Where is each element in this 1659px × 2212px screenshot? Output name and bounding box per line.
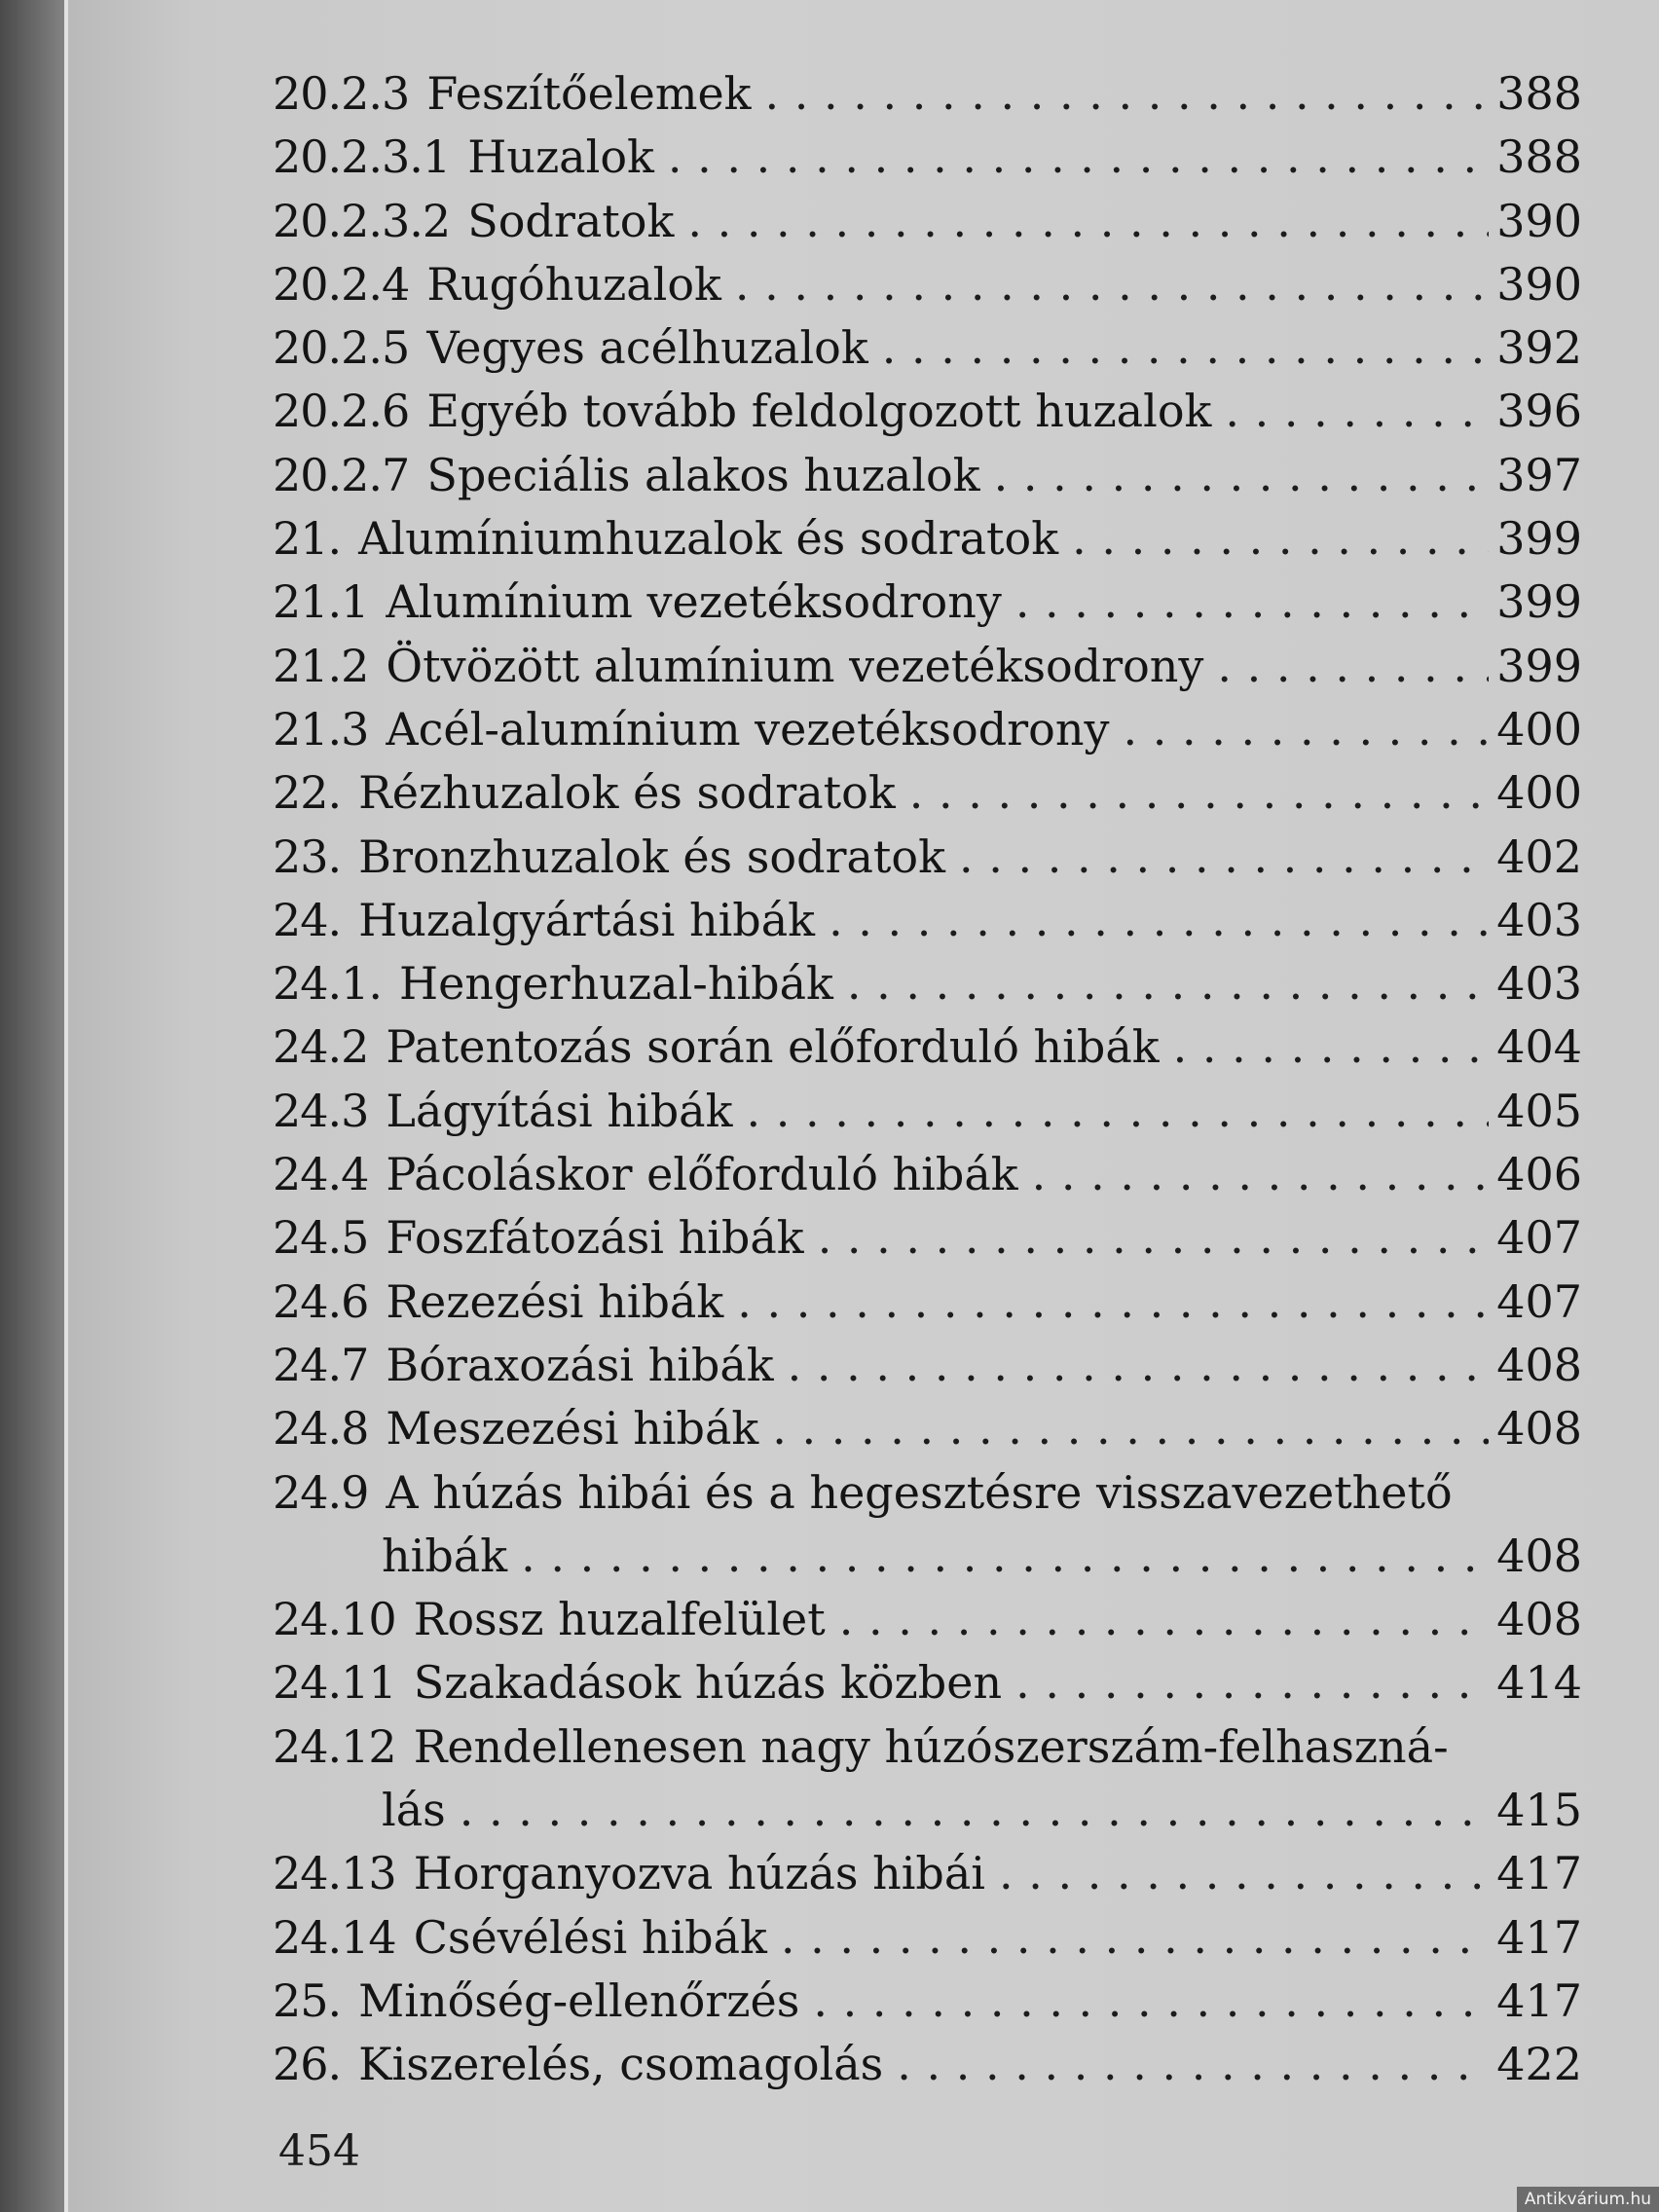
dot-leader	[847, 952, 1489, 1015]
toc-entry	[273, 1080, 1582, 1143]
dot-leader	[1015, 571, 1489, 634]
dot-leader	[897, 2033, 1489, 2096]
book-spine-shadow	[0, 0, 68, 2212]
toc-entry-title: Lágyítási hibák	[386, 1084, 733, 1137]
toc-entry-number: 24.4	[273, 1148, 369, 1201]
toc-entry-title-continuation: lás	[382, 1784, 446, 1837]
toc-entry-number: 24.10	[273, 1593, 396, 1646]
toc-entry	[273, 889, 1582, 952]
toc-entry-page: 400	[1496, 766, 1582, 820]
toc-entry-number: 21.	[273, 512, 342, 566]
toc-entry-number: 24.8	[273, 1402, 369, 1456]
toc-entry	[273, 1461, 1582, 1525]
toc-entry-title: Hengerhuzal-hibák	[399, 957, 833, 1011]
toc-entry	[273, 826, 1582, 889]
toc-entry	[273, 1397, 1582, 1460]
toc-entry-title: A húzás hibái és a hegesztésre visszavezethető	[386, 1465, 1453, 1519]
dot-leader	[1217, 635, 1489, 698]
toc-entry	[273, 1334, 1582, 1397]
toc-entry-number: 26.	[273, 2038, 342, 2091]
toc-entry-number: 24.3	[273, 1084, 369, 1137]
toc-entry-title: Rendellenesen nagy húzószerszám-felhaszná-	[413, 1719, 1449, 1773]
dot-leader	[818, 1206, 1489, 1270]
toc-entry-title-continuation: hibák	[382, 1529, 508, 1582]
dot-leader	[1032, 1143, 1489, 1206]
toc-entry-continuation	[273, 1779, 1582, 1842]
dot-leader	[668, 126, 1489, 189]
toc-entry-number: 25.	[273, 1973, 342, 2027]
toc-entry-page: 399	[1496, 575, 1582, 629]
toc-entry-page: 402	[1496, 830, 1582, 883]
dot-leader	[781, 1906, 1489, 1970]
toc-entry-number: 20.2.4	[273, 257, 410, 311]
toc-entry-title: Acél-alumínium vezetéksodrony	[386, 702, 1110, 756]
dot-leader	[772, 1397, 1489, 1460]
toc-entry-number: 24.2	[273, 1020, 369, 1074]
toc-entry	[273, 571, 1582, 634]
toc-entry-title: Kiszerelés, csomagolás	[358, 2038, 884, 2091]
toc-entry-page: 408	[1496, 1338, 1582, 1391]
toc-entry-page: 400	[1496, 702, 1582, 756]
toc-entry	[273, 380, 1582, 443]
dot-leader	[687, 190, 1489, 253]
toc-entry-title: Feszítőelemek	[426, 67, 752, 120]
toc-entry-number: 20.2.5	[273, 321, 410, 375]
toc-entry	[273, 635, 1582, 698]
toc-entry	[273, 507, 1582, 571]
toc-entry-page: 407	[1496, 1211, 1582, 1265]
toc-entry-title: Huzalgyártási hibák	[358, 893, 816, 946]
toc-entry-page: 406	[1496, 1148, 1582, 1201]
toc-entry	[273, 1715, 1582, 1779]
toc-entry-page: 399	[1496, 512, 1582, 566]
dot-leader	[813, 1970, 1489, 2033]
toc-entry-title: Huzalok	[467, 130, 654, 184]
toc-entry-title: Foszfátozási hibák	[386, 1211, 804, 1265]
toc-entry-number: 20.2.6	[273, 385, 410, 438]
toc-entry-title: Szakadások húzás közben	[413, 1656, 1003, 1710]
dot-leader	[1072, 507, 1489, 571]
toc-entry	[273, 952, 1582, 1015]
toc-entry	[273, 1588, 1582, 1651]
toc-entry	[273, 1842, 1582, 1905]
toc-entry-page: 396	[1496, 385, 1582, 438]
toc-entry-page: 390	[1496, 257, 1582, 311]
dot-leader	[829, 889, 1489, 952]
toc-entry-page: 397	[1496, 448, 1582, 501]
toc-entry-number: 24.1.	[273, 957, 383, 1011]
dot-leader	[839, 1588, 1489, 1651]
toc-entry	[273, 1143, 1582, 1206]
dot-leader	[521, 1525, 1489, 1588]
dot-leader	[1123, 698, 1489, 761]
dot-leader	[1015, 1651, 1489, 1714]
toc-entry-number: 20.2.3	[273, 67, 410, 120]
toc-entry-title: Egyéb tovább feldolgozott huzalok	[426, 385, 1212, 438]
toc-entry	[273, 698, 1582, 761]
toc-entry-number: 24.14	[273, 1910, 396, 1964]
dot-leader	[882, 316, 1489, 380]
toc-entry-number: 24.7	[273, 1338, 369, 1391]
dot-leader	[999, 1842, 1489, 1905]
dot-leader	[959, 826, 1489, 889]
toc-entry-continuation	[273, 1525, 1582, 1588]
table-of-contents	[273, 62, 1582, 2097]
toc-entry-number: 24.12	[273, 1719, 396, 1773]
dot-leader	[909, 761, 1489, 825]
toc-entry	[273, 1651, 1582, 1714]
dot-leader	[746, 1080, 1489, 1143]
toc-entry-number: 20.2.3.2	[273, 194, 451, 247]
toc-entry-page: 390	[1496, 194, 1582, 247]
toc-entry-number: 20.2.3.1	[273, 130, 451, 184]
toc-entry-title: Patentozás során előforduló hibák	[386, 1020, 1160, 1074]
toc-entry	[273, 761, 1582, 825]
toc-entry-title: Vegyes acélhuzalok	[426, 321, 868, 375]
toc-entry-title: Csévélési hibák	[413, 1910, 767, 1964]
toc-entry-title: Rossz huzalfelület	[413, 1593, 826, 1646]
page-edge	[64, 0, 68, 2212]
toc-entry-page: 405	[1496, 1084, 1582, 1137]
toc-entry	[273, 1970, 1582, 2033]
dot-leader	[737, 1271, 1489, 1334]
toc-entry-title: Ötvözött alumínium vezetéksodrony	[386, 639, 1204, 692]
toc-entry	[273, 62, 1582, 126]
toc-entry-page: 403	[1496, 957, 1582, 1011]
toc-entry-page: 399	[1496, 639, 1582, 692]
toc-entry-page: 415	[1496, 1784, 1582, 1837]
dot-leader	[1225, 380, 1489, 443]
toc-entry	[273, 190, 1582, 253]
toc-entry	[273, 253, 1582, 316]
toc-entry-title: Rezezési hibák	[386, 1274, 724, 1328]
toc-entry-page: 417	[1496, 1910, 1582, 1964]
toc-entry	[273, 1906, 1582, 1970]
toc-entry	[273, 2033, 1582, 2096]
toc-entry-number: 21.3	[273, 702, 369, 756]
toc-entry-title: Sodratok	[467, 194, 675, 247]
toc-entry-number: 22.	[273, 766, 342, 820]
toc-entry	[273, 444, 1582, 507]
toc-entry-title: Pácoláskor előforduló hibák	[386, 1148, 1018, 1201]
dot-leader	[788, 1334, 1489, 1397]
toc-entry-page: 408	[1496, 1529, 1582, 1582]
toc-entry-title: Alumínium vezetéksodrony	[386, 575, 1002, 629]
toc-entry	[273, 1015, 1582, 1079]
toc-entry-number: 23.	[273, 830, 342, 883]
toc-entry-title: Horganyozva húzás hibái	[413, 1847, 986, 1900]
toc-entry-page: 417	[1496, 1847, 1582, 1900]
toc-entry-page: 407	[1496, 1274, 1582, 1328]
toc-entry-number: 24.11	[273, 1656, 396, 1710]
dot-leader	[1173, 1015, 1489, 1079]
page-number: 454	[278, 2126, 360, 2176]
toc-entry-page: 408	[1496, 1593, 1582, 1646]
toc-entry-number: 21.2	[273, 639, 369, 692]
toc-entry	[273, 1271, 1582, 1334]
toc-entry-title: Bóraxozási hibák	[386, 1338, 774, 1391]
toc-entry-number: 20.2.7	[273, 448, 410, 501]
toc-entry-page: 388	[1496, 67, 1582, 120]
toc-entry-number: 24.	[273, 893, 342, 946]
toc-entry-page: 417	[1496, 1973, 1582, 2027]
toc-entry-title: Rugóhuzalok	[426, 257, 721, 311]
toc-entry-page: 422	[1496, 2038, 1582, 2091]
toc-entry-number: 24.5	[273, 1211, 369, 1265]
toc-entry	[273, 316, 1582, 380]
toc-entry-page: 392	[1496, 321, 1582, 375]
toc-entry-number: 24.13	[273, 1847, 396, 1900]
toc-entry-title: Rézhuzalok és sodratok	[358, 766, 896, 820]
dot-leader	[994, 444, 1489, 507]
toc-entry-title: Speciális alakos huzalok	[426, 448, 980, 501]
toc-entry-title: Alumíniumhuzalok és sodratok	[358, 512, 1059, 566]
toc-entry-title: Minőség-ellenőrzés	[358, 1973, 800, 2027]
watermark: Antikvárium.hu	[1517, 2187, 1659, 2212]
dot-leader	[735, 253, 1489, 316]
toc-entry-page: 388	[1496, 130, 1582, 184]
toc-entry	[273, 1206, 1582, 1270]
toc-entry-page: 414	[1496, 1656, 1582, 1710]
toc-entry-number: 21.1	[273, 575, 369, 629]
toc-entry-number: 24.9	[273, 1465, 369, 1519]
toc-entry-number: 24.6	[273, 1274, 369, 1328]
toc-entry-page: 404	[1496, 1020, 1582, 1074]
dot-leader	[765, 62, 1489, 126]
dot-leader	[460, 1779, 1489, 1842]
toc-entry-page: 403	[1496, 893, 1582, 946]
toc-entry	[273, 126, 1582, 189]
toc-entry-title: Bronzhuzalok és sodratok	[358, 830, 945, 883]
toc-entry-title: Meszezési hibák	[386, 1402, 759, 1456]
toc-entry-page: 408	[1496, 1402, 1582, 1456]
